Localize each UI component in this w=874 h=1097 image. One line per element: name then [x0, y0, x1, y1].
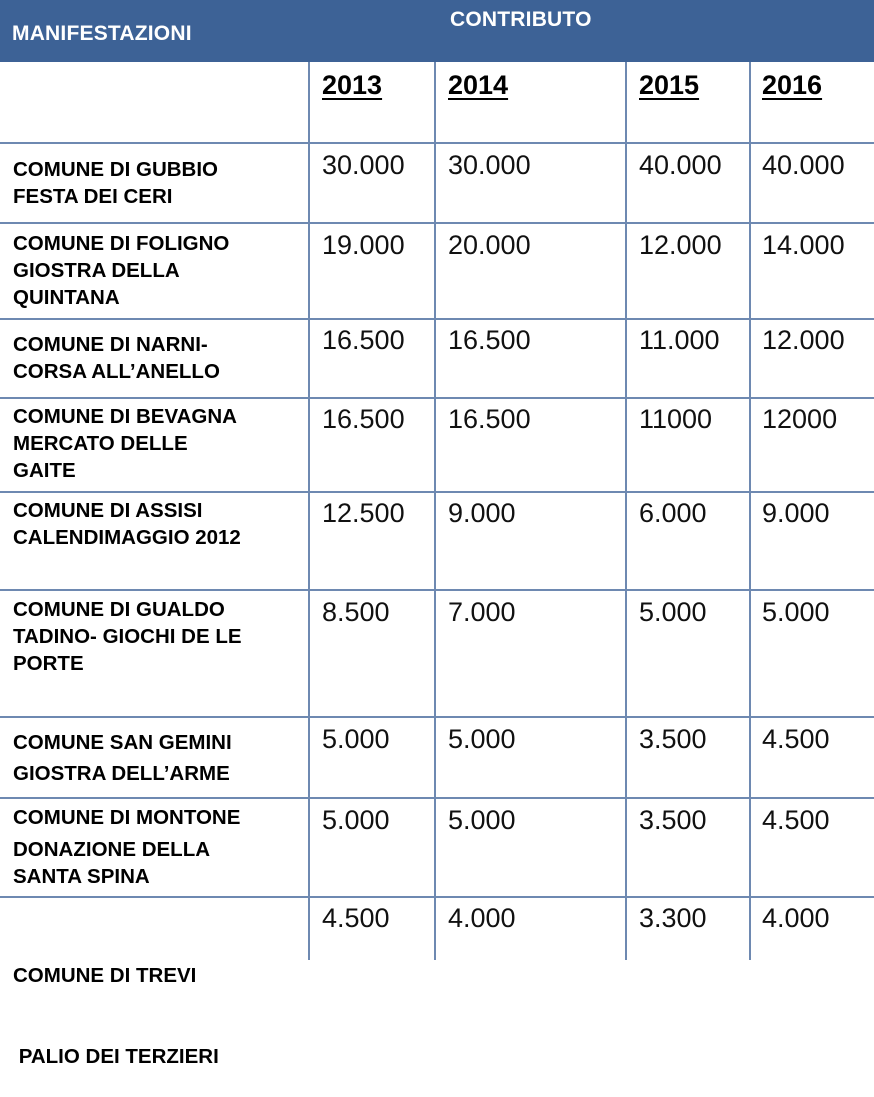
grid-vline [434, 62, 436, 960]
cell-value: 9.000 [762, 498, 830, 528]
grid-hline [0, 896, 874, 898]
row-name-line: GAITE [13, 459, 76, 482]
row-name [13, 908, 303, 1097]
cell-value: 11.000 [639, 325, 720, 355]
year-header-2014: 2014 [448, 70, 509, 100]
row-name [13, 727, 303, 789]
row-name [13, 596, 303, 677]
grid-hline [0, 589, 874, 591]
cell-value: 40.000 [639, 150, 722, 180]
cell-value: 16.500 [448, 325, 531, 355]
cell-value: 20.000 [448, 230, 531, 260]
cell-value: 12.000 [639, 230, 722, 260]
cell-value: 14.000 [762, 230, 845, 260]
cell-value: 5.000 [762, 597, 830, 627]
cell-value: 12.500 [322, 498, 405, 528]
cell-value: 4.000 [448, 903, 516, 933]
column-header-contributo: CONTRIBUTO [450, 8, 592, 31]
cell-value: 12000 [762, 404, 838, 434]
cell-value: 5.000 [448, 724, 516, 754]
cell-value: 4.500 [322, 903, 390, 933]
row-name-line: COMUNE SAN GEMINI [13, 731, 232, 754]
row-name-line: SANTA SPINA [13, 865, 150, 888]
row-name-line: FESTA DEI CERI [13, 185, 173, 208]
cell-value: 5.000 [322, 805, 390, 835]
cell-value: 4.500 [762, 805, 830, 835]
row-name-line: QUINTANA [13, 286, 120, 309]
cell-value: 11000 [639, 404, 713, 434]
cell-value: 19.000 [322, 230, 405, 260]
cell-value: 16.500 [322, 325, 405, 355]
row-name-line: COMUNE DI TREVI [13, 964, 197, 987]
row-name [13, 230, 303, 311]
grid-hline [0, 142, 874, 144]
cell-value: 3.500 [639, 805, 707, 835]
grid-vline [625, 62, 627, 960]
cell-value: 6.000 [639, 498, 707, 528]
column-header-manifestazioni: MANIFESTAZIONI [12, 22, 192, 45]
cell-value: 30.000 [448, 150, 531, 180]
cell-value: 5.000 [448, 805, 516, 835]
row-name-line: GIOSTRA DELL’ARME [13, 762, 230, 785]
row-name [13, 804, 303, 890]
grid-hline [0, 797, 874, 799]
row-name-line: COMUNE DI NARNI- [13, 333, 208, 356]
cell-value: 7.000 [448, 597, 516, 627]
row-name [13, 331, 303, 385]
grid-hline [0, 222, 874, 224]
row-name-line: MERCATO DELLE [13, 432, 188, 455]
grid-hline [0, 491, 874, 493]
row-name-line: PORTE [13, 652, 84, 675]
cell-value: 3.500 [639, 724, 707, 754]
year-header-2015: 2015 [639, 70, 700, 100]
row-name-line: COMUNE DI GUALDO [13, 598, 225, 621]
table-header-bar [0, 0, 874, 62]
row-name [13, 403, 303, 484]
grid-vline [308, 62, 310, 960]
row-name-line: CORSA ALL’ANELLO [13, 360, 220, 383]
row-name [13, 497, 303, 551]
row-name-line: COMUNE DI BEVAGNA [13, 405, 237, 428]
cell-value: 9.000 [448, 498, 516, 528]
row-name [13, 156, 303, 210]
cell-value: 5.000 [322, 724, 390, 754]
cell-value: 5.000 [639, 597, 707, 627]
grid-hline [0, 318, 874, 320]
cell-value: 30.000 [322, 150, 405, 180]
row-name-line: DONAZIONE DELLA [13, 838, 211, 861]
cell-value: 8.500 [322, 597, 390, 627]
row-name-line: COMUNE DI MONTONE [13, 806, 241, 829]
row-name-line: TADINO- GIOCHI DE LE [13, 625, 242, 648]
cell-value: 4.500 [762, 724, 830, 754]
row-name-line: GIOSTRA DELLA [13, 259, 180, 282]
cell-value: 12.000 [762, 325, 845, 355]
row-name-line: PALIO DEI TERZIERI [13, 1045, 219, 1068]
row-name-line: CALENDIMAGGIO 2012 [13, 526, 241, 549]
grid-hline [0, 716, 874, 718]
cell-value: 4.000 [762, 903, 830, 933]
year-header-2016: 2016 [762, 70, 823, 100]
year-header-2013: 2013 [322, 70, 383, 100]
cell-value: 3.300 [639, 903, 707, 933]
row-name-line: COMUNE DI FOLIGNO [13, 232, 230, 255]
grid-vline [749, 62, 751, 960]
row-name-line: COMUNE DI ASSISI [13, 499, 203, 522]
cell-value: 16.500 [322, 404, 405, 434]
row-name-line: COMUNE DI GUBBIO [13, 158, 218, 181]
cell-value: 16.500 [448, 404, 531, 434]
cell-value: 40.000 [762, 150, 845, 180]
grid-hline [0, 397, 874, 399]
